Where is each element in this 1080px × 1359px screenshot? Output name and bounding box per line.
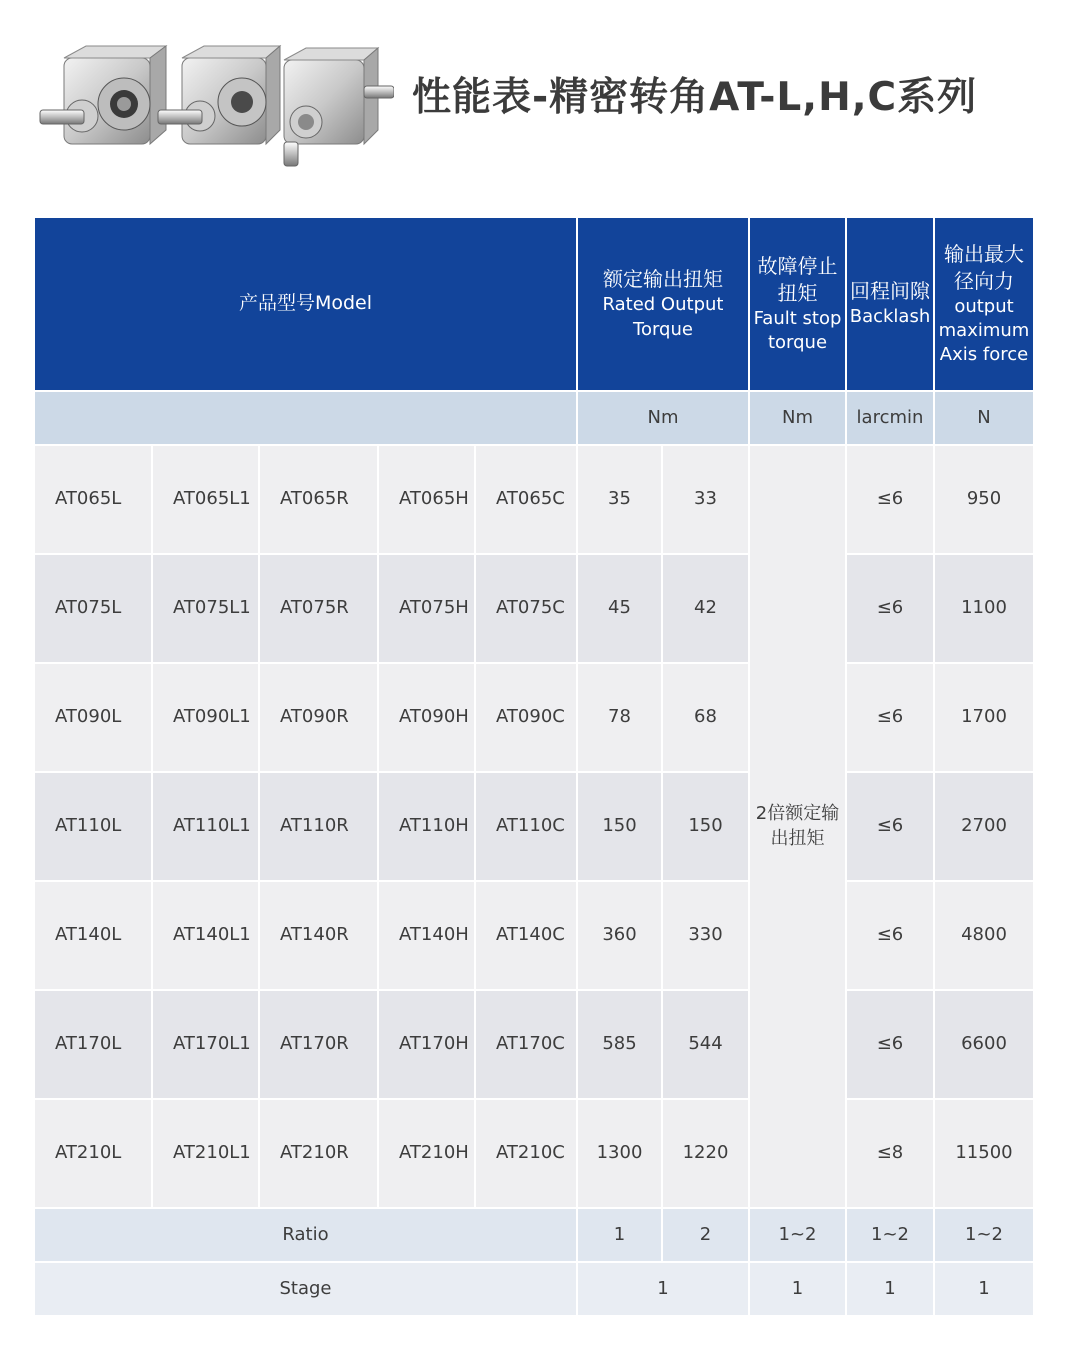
header-force-cn-1: 输出最大 (944, 241, 1024, 266)
model-cell: AT210L (35, 1099, 152, 1208)
model-cell: AT090H (378, 663, 475, 772)
backlash-cell: ≤6 (846, 663, 934, 772)
ratio-backlash: 1~2 (846, 1208, 934, 1262)
model-cell: AT065H (378, 445, 475, 554)
backlash-cell: ≤6 (846, 990, 934, 1099)
stage-force: 1 (934, 1262, 1033, 1316)
performance-table (35, 218, 1033, 1317)
header-force-en-2: maximum (938, 319, 1030, 341)
model-cell: AT075R (259, 554, 378, 663)
rated-torque-ratio2: 330 (662, 881, 749, 990)
table-row (35, 445, 1033, 554)
fault-merged-line-2: 出扭矩 (770, 827, 825, 849)
header-backlash-en: Backlash (849, 306, 931, 328)
axis-force-cell: 11500 (934, 1099, 1033, 1208)
model-cell: AT065L (35, 445, 152, 554)
gearbox-product-images (34, 44, 394, 168)
model-cell: AT110H (378, 772, 475, 881)
table-row (35, 881, 1033, 990)
page-title: 性能表-精密转角AT-L,H,C系列 (412, 75, 978, 120)
model-cell: AT110R (259, 772, 378, 881)
table-header-row (35, 218, 1033, 391)
header-fault-en-1: Fault stop (753, 307, 842, 329)
axis-force-cell: 1100 (934, 554, 1033, 663)
model-cell: AT140H (378, 881, 475, 990)
model-cell: AT210C (475, 1099, 577, 1208)
header-fault-cn-1: 故障停止 (757, 253, 838, 278)
header-backlash (846, 218, 934, 391)
model-cell: AT075L (35, 554, 152, 663)
rated-torque-ratio1: 1300 (577, 1099, 662, 1208)
model-cell: AT110C (475, 772, 577, 881)
backlash-cell: ≤6 (846, 881, 934, 990)
page-header (0, 0, 1080, 200)
model-cell: AT170L1 (152, 990, 259, 1099)
axis-force-cell: 4800 (934, 881, 1033, 990)
model-cell: AT110L1 (152, 772, 259, 881)
header-force-en-3: Axis force (939, 344, 1029, 366)
unit-backlash: larcmin (846, 391, 934, 445)
axis-force-cell: 1700 (934, 663, 1033, 772)
header-backlash-cn: 回程间隙 (850, 279, 930, 304)
gearbox-image-3 (284, 48, 394, 166)
table-row (35, 990, 1033, 1099)
model-cell: AT090R (259, 663, 378, 772)
header-force-en-1: output (954, 295, 1014, 317)
rated-torque-ratio2: 150 (662, 772, 749, 881)
header-rated-en-1: Rated Output (602, 294, 724, 316)
ratio-rated-2: 2 (662, 1208, 749, 1262)
stage-row (35, 1262, 1033, 1316)
rated-torque-ratio1: 78 (577, 663, 662, 772)
unit-fault: Nm (749, 391, 846, 445)
model-cell: AT075L1 (152, 554, 259, 663)
rated-torque-ratio2: 544 (662, 990, 749, 1099)
model-cell: AT065L1 (152, 445, 259, 554)
axis-force-cell: 2700 (934, 772, 1033, 881)
header-fault-torque (749, 218, 846, 391)
stage-backlash: 1 (846, 1262, 934, 1316)
model-cell: AT090L (35, 663, 152, 772)
model-cell: AT065C (475, 445, 577, 554)
axis-force-cell: 950 (934, 445, 1033, 554)
header-axis-force (934, 218, 1033, 391)
model-cell: AT140R (259, 881, 378, 990)
table-row (35, 772, 1033, 881)
rated-torque-ratio2: 1220 (662, 1099, 749, 1208)
rated-torque-ratio2: 33 (662, 445, 749, 554)
ratio-label: Ratio (35, 1208, 577, 1262)
units-model-blank (35, 391, 577, 445)
ratio-row (35, 1208, 1033, 1262)
axis-force-cell: 6600 (934, 990, 1033, 1099)
model-cell: AT110L (35, 772, 152, 881)
backlash-cell: ≤6 (846, 445, 934, 554)
fault-torque-merged (749, 445, 846, 1208)
model-cell: AT140L1 (152, 881, 259, 990)
table-row (35, 554, 1033, 663)
model-cell: AT075C (475, 554, 577, 663)
rated-torque-ratio1: 360 (577, 881, 662, 990)
gearbox-image-1 (40, 46, 166, 144)
gearbox-image-2 (158, 46, 280, 144)
header-rated-torque (577, 218, 749, 391)
backlash-cell: ≤6 (846, 772, 934, 881)
backlash-cell: ≤8 (846, 1099, 934, 1208)
model-cell: AT090L1 (152, 663, 259, 772)
rated-torque-ratio2: 68 (662, 663, 749, 772)
rated-torque-ratio1: 35 (577, 445, 662, 554)
model-cell: AT170R (259, 990, 378, 1099)
model-cell: AT140C (475, 881, 577, 990)
header-rated-en-2: Torque (633, 318, 693, 340)
rated-torque-ratio1: 585 (577, 990, 662, 1099)
rated-torque-ratio1: 45 (577, 554, 662, 663)
header-fault-en-2: torque (767, 332, 828, 353)
model-cell: AT170C (475, 990, 577, 1099)
stage-rated: 1 (577, 1262, 749, 1316)
model-cell: AT065R (259, 445, 378, 554)
rated-torque-ratio1: 150 (577, 772, 662, 881)
model-cell: AT210R (259, 1099, 378, 1208)
model-cell: AT090C (475, 663, 577, 772)
header-model: 产品型号Model (35, 218, 577, 391)
backlash-cell: ≤6 (846, 554, 934, 663)
ratio-force: 1~2 (934, 1208, 1033, 1262)
header-fault-cn-2: 扭矩 (777, 280, 818, 305)
model-cell: AT210H (378, 1099, 475, 1208)
model-cell: AT170L (35, 990, 152, 1099)
stage-label: Stage (35, 1262, 577, 1316)
model-cell: AT140L (35, 881, 152, 990)
unit-force: N (934, 391, 1033, 445)
stage-fault: 1 (749, 1262, 846, 1316)
unit-rated: Nm (577, 391, 749, 445)
units-row (35, 391, 1033, 445)
model-cell: AT210L1 (152, 1099, 259, 1208)
rated-torque-ratio2: 42 (662, 554, 749, 663)
table-row (35, 663, 1033, 772)
fault-merged-line-1: 2倍额定输 (755, 803, 840, 825)
model-cell: AT170H (378, 990, 475, 1099)
model-cell: AT075H (378, 554, 475, 663)
header-force-cn-2: 径向力 (954, 268, 1014, 293)
ratio-rated-1: 1 (577, 1208, 662, 1262)
table-row (35, 1099, 1033, 1208)
header-rated-cn: 额定输出扭矩 (603, 267, 723, 292)
ratio-fault: 1~2 (749, 1208, 846, 1262)
